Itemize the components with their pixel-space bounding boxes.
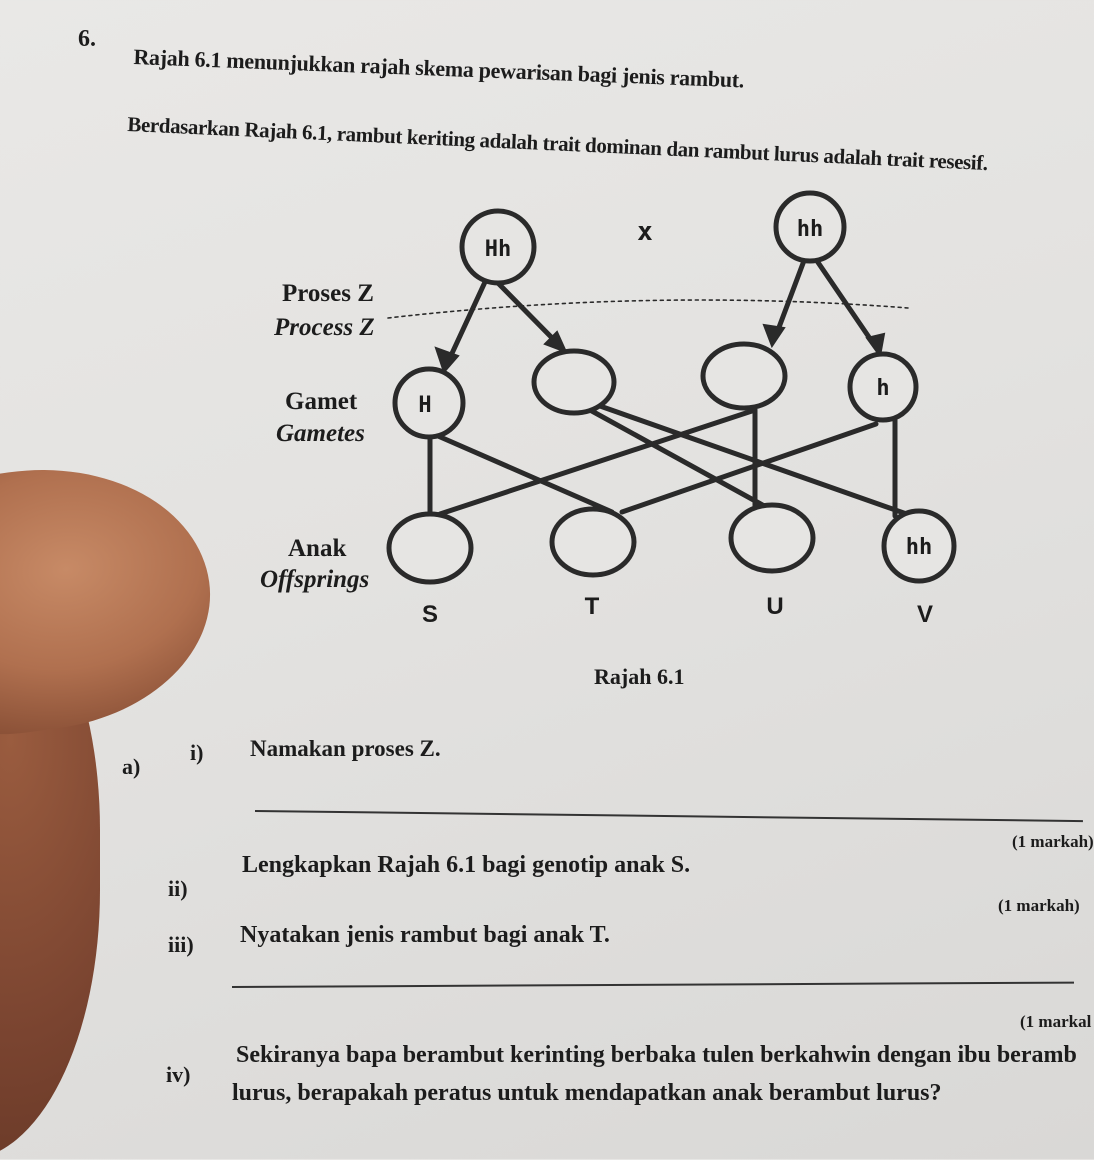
part-a-label: a)	[122, 754, 141, 779]
answer-line-i[interactable]	[255, 810, 1083, 822]
gamete-4-genotype: h	[876, 376, 890, 401]
parent-left-genotype: Hh	[484, 237, 512, 262]
gamete-3-circle	[703, 344, 785, 408]
line-g3-s	[440, 410, 755, 514]
offspring-letter-t: T	[584, 593, 600, 620]
answer-line-iii[interactable]	[232, 982, 1074, 988]
part-i-text: Namakan proses Z.	[250, 736, 441, 761]
label-process-en: Process Z	[274, 314, 375, 341]
part-iv-text-line1: Sekiranya bapa berambut kerinting berbaka tulen berkahwin dengan ibu beramb	[236, 1042, 1077, 1068]
question-number: 6.	[78, 26, 96, 52]
gamete-1-genotype: H	[418, 393, 432, 418]
part-iii-text: Nyatakan jenis rambut bagi anak T.	[240, 922, 610, 948]
offspring-s-circle	[389, 514, 471, 582]
offspring-t-circle	[552, 509, 634, 575]
offspring-letter-u: U	[766, 593, 784, 620]
label-gamete-ms: Gamet	[285, 388, 358, 415]
arrowhead-3	[764, 325, 784, 346]
label-offspring-en: Offsprings	[260, 566, 370, 593]
question-context: Berdasarkan Rajah 6.1, rambut keriting adalah trait dominan dan rambut lurus adalah trait resesif.	[126, 112, 989, 176]
diagram-caption: Rajah 6.1	[594, 664, 685, 689]
part-ii-number: ii)	[168, 876, 188, 901]
arrow-hh-right-to-h	[815, 258, 875, 346]
part-iii-marks: (1 markal	[1020, 1012, 1092, 1031]
parent-right-genotype: hh	[796, 217, 824, 242]
gamete-2-circle	[534, 351, 614, 413]
arrow-hh-left-to-gamete2	[497, 282, 560, 346]
part-iii-number: iii)	[168, 932, 194, 957]
line-g1-t	[438, 436, 612, 512]
arrow-hh-left-to-h	[448, 282, 485, 362]
arrow-hh-right-to-gamete3	[775, 258, 805, 338]
offspring-letter-v: V	[916, 601, 934, 628]
label-offspring-ms: Anak	[288, 535, 347, 562]
offspring-u-circle	[731, 505, 813, 571]
part-iv-text-line2: lurus, berapakah peratus untuk mendapatkan anak berambut lurus?	[232, 1080, 942, 1106]
part-i-marks: (1 markah)	[1012, 832, 1094, 851]
part-ii-marks: (1 markah)	[998, 896, 1080, 915]
process-dotted-line	[388, 300, 908, 318]
part-ii-text: Lengkapkan Rajah 6.1 bagi genotip anak S.	[242, 852, 691, 878]
label-gamete-en: Gametes	[276, 420, 365, 447]
label-process-ms: Proses Z	[282, 280, 374, 307]
offspring-v-genotype: hh	[905, 535, 933, 560]
part-i-number: i)	[190, 740, 204, 765]
cross-symbol: x	[637, 217, 653, 247]
offspring-letter-s: S	[421, 601, 439, 628]
part-iv-number: iv)	[166, 1062, 191, 1087]
question-intro: Rajah 6.1 menunjukkan rajah skema pewarisan bagi jenis rambut.	[133, 44, 745, 93]
